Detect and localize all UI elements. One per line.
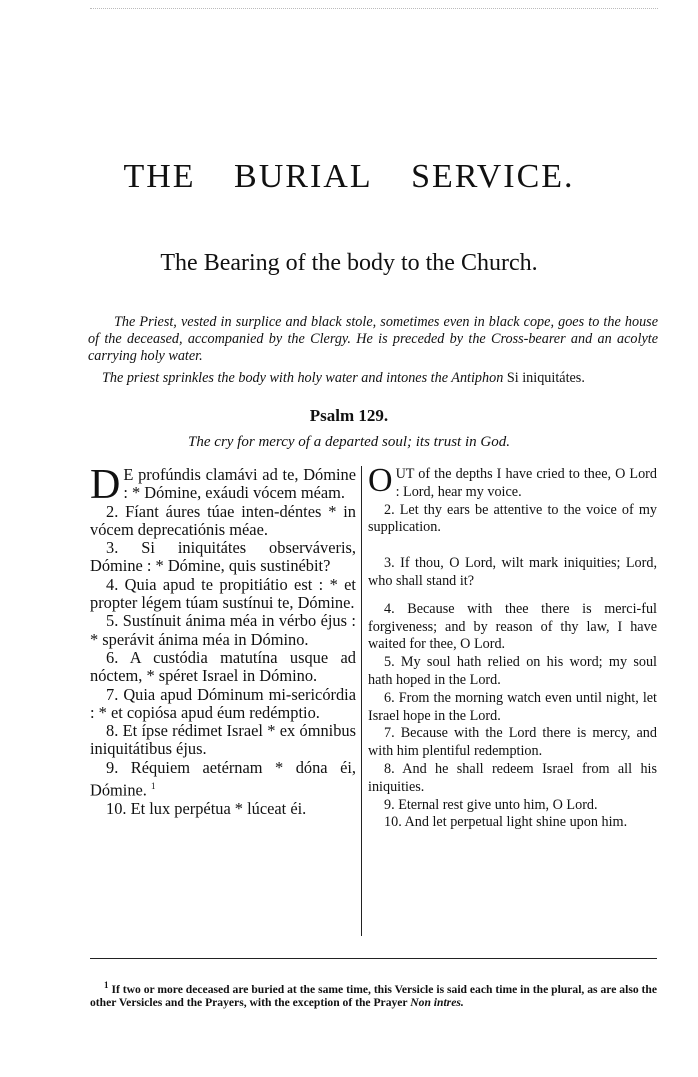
verse-text: 9. Réquiem aetérnam * dóna éi, Dómine. bbox=[90, 757, 356, 800]
column-divider bbox=[361, 466, 362, 936]
footnote-prayer-name: Non intres. bbox=[410, 996, 464, 1010]
page-title bbox=[0, 158, 698, 196]
english-verse: 2. Let thy ears be attentive to the voice of my supplication. bbox=[368, 501, 657, 536]
rubric-paragraph: The Priest, vested in surplice and black stole, sometimes even in black cope, goes to the house of the deceased, accompanied by the Clergy. He is preceded by the Cross-bearer and an acolyte carrying holy water. bbox=[88, 314, 658, 365]
drop-cap: O bbox=[368, 462, 393, 499]
latin-verse bbox=[90, 759, 356, 800]
english-column bbox=[368, 462, 657, 832]
english-verse: 7. Because with the Lord there is mercy, and with him plentiful redemption. bbox=[368, 725, 657, 760]
english-verse: 6. From the morning watch even until night, let Israel hope in the Lord. bbox=[368, 689, 657, 724]
footnote-marker: 1 bbox=[104, 979, 109, 990]
latin-verse: 5. Sustínuit ánima méa in vérbo éjus : * sperávit ánima méa in Dómino. bbox=[90, 611, 356, 649]
footnote-text: If two or more deceased are buried at the same time, this Versicle is said each time in the plural, as are also the other Versicles and the Prayers, with the exception of the Prayer bbox=[90, 982, 658, 1010]
latin-verse: 4. Quia apud te propitiátio est : * et propter légem túam sustínui te, Dómine. bbox=[90, 574, 356, 613]
english-verse: 3. If thou, O Lord, wilt mark iniquities; Lord, who shall stand it? bbox=[368, 555, 657, 589]
drop-cap: D bbox=[90, 462, 121, 508]
english-verse: 5. My soul hath relied on his word; my soul hath hoped in the Lord. bbox=[368, 654, 657, 688]
footnote-rule bbox=[90, 958, 657, 959]
title-word: THE bbox=[123, 158, 196, 195]
psalm-subtitle: The cry for mercy of a departed soul; its trust in God. bbox=[188, 434, 510, 450]
english-verse bbox=[368, 462, 657, 502]
latin-verse: 7. Quia apud Dóminum mi-sericórdia : * et copiósa apud éum redémptio. bbox=[90, 684, 356, 722]
latin-verse: 3. Si iniquitátes observáveris, Dómine : * Dómine, quis sustinébit? bbox=[90, 538, 356, 576]
latin-verse: 6. A custódia matutína usque ad nóctem, * spéret Israel in Dómino. bbox=[90, 647, 356, 686]
latin-verse: 2. Fíant áures túae inten-déntes * in vócem deprecatiónis méae. bbox=[90, 501, 356, 539]
spacer bbox=[368, 591, 657, 601]
english-verse: 4. Because with thee there is merci-ful forgiveness; and by reason of thy law, I have waited for thee, O Lord. bbox=[368, 600, 657, 653]
english-verse: 9. Eternal rest give unto him, O Lord. bbox=[384, 796, 598, 813]
title-word: SERVICE. bbox=[411, 158, 575, 195]
psalm-title: Psalm 129. bbox=[309, 406, 389, 425]
latin-verse: 10. Et lux perpétua * lúceat éi. bbox=[106, 798, 307, 818]
english-verse: 8. And he shall redeem Israel from all his iniquities. bbox=[368, 760, 657, 795]
latin-verse: 8. Et ípse rédimet Israel * ex ómnibus iniquitátibus éjus. bbox=[90, 721, 356, 759]
footnote bbox=[90, 978, 657, 1011]
english-verse: 10. And let perpetual light shine upon him. bbox=[384, 814, 628, 831]
verse-text: E profúndis clamávi ad te, Dómine : * Dómine, exáudi vócem méam. bbox=[123, 465, 356, 503]
footnote-marker: 1 bbox=[151, 781, 156, 792]
top-rule bbox=[90, 8, 658, 9]
rubric-paragraph bbox=[88, 370, 658, 387]
latin-column bbox=[90, 462, 356, 818]
spacer bbox=[368, 537, 657, 555]
rubric-text: The priest sprinkles the body with holy water and intones the Antiphon bbox=[102, 370, 504, 387]
title-word: BURIAL bbox=[234, 158, 373, 195]
section-subtitle: The Bearing of the body to the Church. bbox=[160, 250, 538, 276]
verse-text: UT of the depths I have cried to thee, O Lord : Lord, hear my voice. bbox=[395, 466, 657, 500]
latin-verse bbox=[90, 462, 356, 508]
antiphon-name: Si iniquitátes. bbox=[506, 370, 585, 387]
